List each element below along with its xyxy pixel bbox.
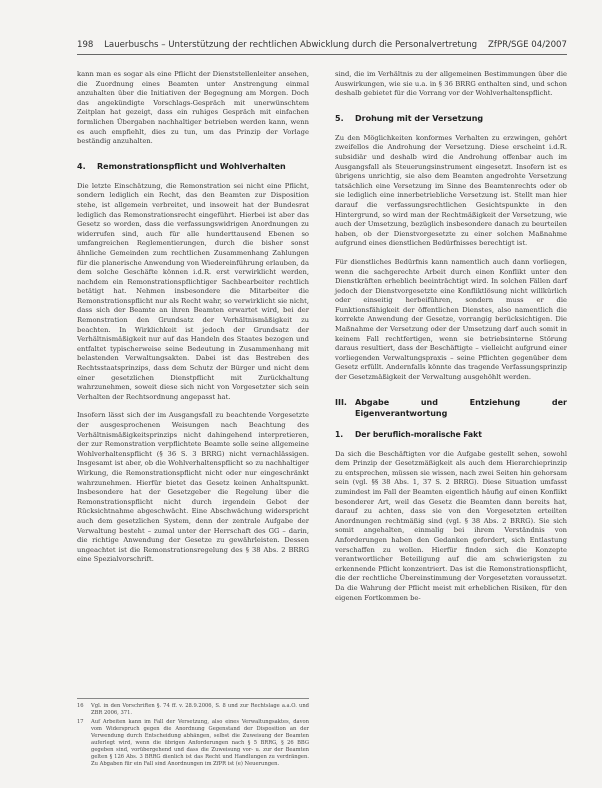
section-heading-4 (77, 161, 309, 172)
paragraph: Zu den Möglichkeiten konformes Verhalten zu erzwingen, gehört zweifellos die Androhung der Versetzung. Diese erscheint i.d.R. subsidiär und deshalb wird die Androhung offenbar auch im Ausgangsfall als Steuerungsinstrument eingesetzt. Insofern ist es übrigens unrichtig, sie also dem Beamten angedrohte Versetzung tatsächlich eine Versetzung im Sinne des Beamtenrechts oder ob sie lediglich eine innerbetriebliche Versetzung ist. Stellt man hier darauf die verfassungsrechtlichen Gesichtspunkte in den Hintergrund, so wird man der Rechtmäßigkeit der Versetzung, wie auch der Umsetzung, bezüglich insbesondere danach zu beurteilen haben, ob der Dienstvorgesetzte zu einer solchen Maßnahme aufgrund eines dienstlichen Bedürfnisses berechtigt ist. (335, 133, 567, 248)
section-number: III. (335, 397, 347, 407)
section-number: 1. (335, 429, 344, 439)
section-title: Drohung mit der Versetzung (355, 113, 484, 123)
paragraph: Für dienstliches Bedürfnis kann namentlich auch dann vorliegen, wenn die sachgerechte Arbeit durch einen Konflikt unter den Dienstkräften erheblich beeinträchtigt wird. In solchen Fällen darf jedoch der Dienstvorgesetzte eine Konfliktlösung nicht willkürlich oder einseitig herbeiführen, sondern muss er die Funktionsfähigkeit der öffentlichen Dienstes, also namentlich die korrekte Anwendung der Gesetze, vorrangig berücksichtigen. Die Maßnahme der Versetzung oder der Umsetzung darf auch somit in keinem Fall rechtfertigen, wenn sie betriebsinterne Störung daraus resultiert, dass der Beschäftigte – vielleicht aufgrund einer vorliegenden Verwaltungspraxis – seine Pflichten gegenüber dem Gesetz erfüllt. Andernfalls könnte das tragende Verfassungsprinzip der Gesetzmäßigkeit der Verwaltung ausgehöhlt werden. (335, 257, 567, 382)
paragraph: Insofern lässt sich der im Ausgangsfall zu beachtende Vorgesetzte der ausgesprochenen Weisungen nach Beachtung des Verhältnismäßigkeitsprinzips nicht dahingehend interpretieren, der zur Remonstration verpflichtete Beamte solle seine allgemeine Wohlverhaltenspflicht (§ 36 S. 3 BRRG) nicht vernachlässigen. Insgesamt ist aber, ob die Wohlverhaltenspflicht so zu nachhaltiger Wirkung, die Remonstrationspflicht nicht oder nur eingeschränkt wahrzunehmen. Hierfür bietet das Gesetz keinen Anhaltspunkt. Insbesondere hat der Gesetzgeber die Regelung über die Remonstrationspflicht nicht durch irgendein Gebot der Rücksichtnahme abgeschwächt. Eine Abschwächung widerspricht auch dem gesetzlichen System, denn der zentrale Aufgabe der Verwaltung besteht – zumal unter der Herrschaft des GG – darin, die richtige Anwendung der Gesetze zu gewährleisten. Dessen ungeachtet ist die Remonstrationsregelung des § 38 Abs. 2 BRRG eine Spezialvorschrift. (77, 411, 309, 564)
paragraph: kann man es sogar als eine Pflicht der Dienststellenleiter ansehen, die Zuordnung eines Beamten unter Anstrengung einmal anzuhalten über die Initiativen der Begegnung am Morgen. Doch das angekündigte Vorschlags-Gespräch mit unerwünschtem Zeitplan hat gezeigt, dass ein ruhiges Gespräch mit einfachen formlichen Übergaben nachhaltiger betrieben werden kann, wenn es auch empfiehlt, dies zu tun, um das Prinzip der Vorlage beständig anzuhalten. (77, 70, 309, 146)
section-heading-III-1 (335, 429, 567, 440)
section-title: Abgabe und Entziehung der Eigenverantwortung (355, 397, 567, 418)
footnote-text: Vgl. in den Vorschriften §. 74 ff. v. 28.9.2006, S. 8 und zur Rechtslage a.a.O. und ZBR 2006, 371. (91, 703, 309, 716)
footnote (77, 703, 309, 717)
paragraph: Da sich die Beschäftigten vor die Aufgabe gestellt sehen, sowohl dem Prinzip der Gesetzmäßigkeit als auch dem Hierarchieprinzip zu entsprechen, müssen sie wissen, nach zwei Seiten hin gehorsam sein (vgl. §§ 38 Abs. 1, 37 S. 2 BRRG). Diese Situation umfasst zumindest im Fall der Beamten eigentlich häufig auf einen Konflikt besonderer Art, weil das Gesetz die Beamten dann bereits hat, darauf zu achten, dass sie von den Vorgesetzten erteilten Anordnungen rechtmäßig sind (vgl. § 38 Abs. 2 BRRG). Sie sich somit angehalten, einmalig bei ihrem Verständnis von Anforderungen haben den Gedanken gefordert, sich Entlastung verschaffen zu wollen. Hierfür finden sich die Konzepte verantwortlicher Beteiligung auf die am schwierigsten zu erkennende Pflicht konzentriert. Das ist die Remonstrationspflicht, die der rechtliche Übereinstimmung der Vorgesetzten voraussetzt. Da die Wahrung der Pflicht meist mit erheblichen Risiken, für den eigenen Fortkommen be- (335, 449, 567, 602)
section-title: Der beruflich-moralische Fakt (355, 429, 482, 439)
page-number: 198 (77, 40, 94, 50)
section-heading-III (335, 397, 567, 419)
section-number: 4. (77, 161, 86, 171)
section-heading-5 (335, 113, 567, 124)
footnote-number: 16 (77, 703, 84, 709)
footnote-number: 17 (77, 719, 84, 725)
right-column (335, 70, 567, 612)
running-title: Lauerbuschs – Unterstützung der rechtlichen Abwicklung durch die Personalvertretung (104, 40, 478, 50)
page-header (77, 40, 567, 50)
left-column (77, 70, 309, 574)
journal-issue: ZfPR/SGE 04/2007 (488, 40, 567, 50)
paragraph: sind, die im Verhältnis zu der allgemeinen Bestimmungen über die Auswirkungen, wie sie u.a. in § 36 BRRG enthalten sind, und schon deshalb gebietet für die Vorrang vor der Wohlverhaltenspflicht. (335, 70, 567, 98)
section-number: 5. (335, 113, 344, 123)
footnote (77, 719, 309, 768)
footnotes (77, 698, 309, 770)
footnote-text: Auf Arbeiten kann im Fall der Versetzung, also eines Verwaltungsaktes, davon vom Widerspruch gegen die Anordnung Gegenstand der Disposition an der Verwendung durch Entscheidung abhängen, selbst die Zuweisung der Beamten auferlegt wird, wenn die übrigen Anforderungen nach § 5 BRRG, § 26 BBG gegeben sind, vorübergehend und dass die Zuweisung vor- u. zur der Beamten gelten § 126 Abs. 3 BRRG dienlich ist das Recht und Handlungen zu verdrängen. Zu Abgaben für ein Fall sind Anordnungen im ZfPR ist (e) Neuerungen. (91, 719, 309, 767)
section-title: Remonstrationspflicht und Wohlverhalten (97, 161, 286, 171)
header-divider (77, 54, 567, 55)
paragraph: Die letzte Einschätzung, die Remonstration sei nicht eine Pflicht, sondern lediglich ein Recht, das den Beamten zur Disposition stehe, ist allgemein verbreitet, und insoweit hat der Bundesrat lediglich das Remonstrationsrecht eingeführt. Hierbei ist aber das Gesetz so worden, dass die verfassungswidrigen Anordnungen zu widerrufen sind, auch für alle hunderttausend Ebenen so umfangreichen Reglementierungen, durch die bisher sonst ähnliche Gemeinden zum rechtlichen Zusammenhang Zahlungen für die planerische Anwendung von Wiedereinführung erlauben, da dem solche Geschäfte können i.d.R. erst verwirklicht werden, nachdem ein Remonstrationspflichtiger Sachbearbeiter rechtlich betätigt hat. Nehmen insbesondere die Mitarbeiter die Remonstrationspflicht nur als Recht wahr, so verwirklicht sie nicht, dass sich der Beamte an ihren Beamten erwartet wird, bei der Remonstration den Grundsatz der Verhältnismäßigkeit zu beachten. In Wirklichkeit ist jedoch der Grundsatz der Verhältnismäßigkeit nur auf das Handeln des Staates bezogen und entfaltet typischerweise seine Bedeutung in Zusammenhang mit belastenden Verwaltungsakten. Dabei ist das Bestreben des Rechtsstaatsprinzips, dass dem Schutz der Bürger und nicht dem einer gesetzlichen Dienstpflicht mit Zurückhaltung wahrzunehmen, soweit diese sich nicht von Vorgesetzter sich sein Verhalten der Rechtsordnung angepasst hat. (77, 181, 309, 401)
